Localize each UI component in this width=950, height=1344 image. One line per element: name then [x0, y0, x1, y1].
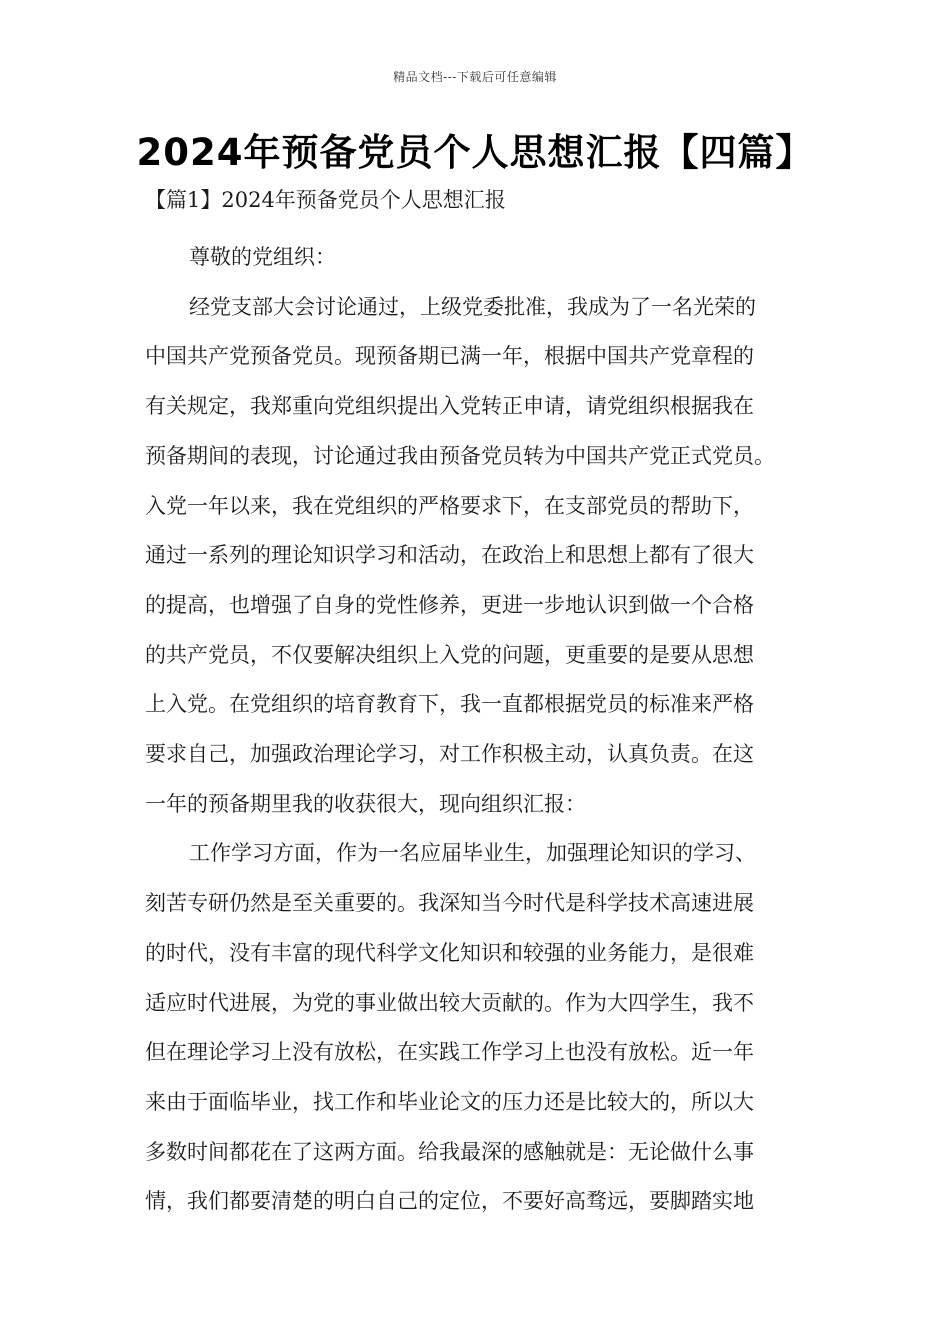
header-note: 精品文档---下载后可任意编辑 [393, 70, 557, 84]
salutation [145, 233, 815, 283]
text-line: 上入党。在党组织的培育教育下，我一直都根据党员的标准来严格 [145, 692, 754, 717]
document-body [145, 233, 815, 1227]
text-line: 但在理论学习上没有放松，在实践工作学习上也没有放松。近一年 [145, 1040, 754, 1065]
text-line: 有关规定，我郑重向党组织提出入党转正申请，请党组织根据我在 [145, 394, 754, 419]
text-line: 一年的预备期里我的收获很大，现向组织汇报： [145, 791, 586, 816]
text-line: 的时代，没有丰富的现代科学文化知识和较强的业务能力，是很难 [145, 940, 754, 965]
text-line: 通过一系列的理论知识学习和活动，在政治上和思想上都有了很大 [145, 543, 754, 568]
text-line: 经党支部大会讨论通过，上级党委批准，我成为了一名光荣的 [189, 294, 756, 319]
text-line: 情，我们都要清楚的明白自己的定位，不要好高骛远，要脚踏实地 [145, 1189, 754, 1214]
text-line: 中国共产党预备党员。现预备期已满一年，根据中国共产党章程的 [145, 344, 754, 369]
text-line: 入党一年以来，我在党组织的严格要求下，在支部党员的帮助下， [145, 493, 754, 518]
paragraph [145, 829, 815, 1227]
text-line: 尊敬的党组织： [189, 245, 336, 269]
text-line: 预备期间的表现，讨论通过我由预备党员转为中国共产党正式党员。 [145, 443, 775, 468]
document-title: 2024年预备党员个人思想汇报【四篇】 [136, 131, 814, 174]
section-heading: 【篇1】2024年预备党员个人思想汇报 [145, 188, 506, 212]
text-line: 适应时代进展，为党的事业做出较大贡献的。作为大四学生，我不 [145, 990, 754, 1015]
text-line: 要求自己，加强政治理论学习，对工作积极主动，认真负责。在这 [145, 742, 754, 767]
text-line: 多数时间都花在了这两方面。给我最深的感触就是：无论做什么事 [145, 1139, 754, 1164]
text-line: 刻苦专研仍然是至关重要的。我深知当今时代是科学技术高速进展 [145, 891, 754, 916]
text-line: 来由于面临毕业，找工作和毕业论文的压力还是比较大的，所以大 [145, 1089, 754, 1114]
paragraph [145, 283, 815, 830]
text-line: 的共产党员，不仅要解决组织上入党的问题，更重要的是要从思想 [145, 642, 754, 667]
text-line: 工作学习方面，作为一名应届毕业生，加强理论知识的学习、 [189, 841, 756, 866]
text-line: 的提高，也增强了自身的党性修养，更进一步地认识到做一个合格 [145, 592, 754, 617]
